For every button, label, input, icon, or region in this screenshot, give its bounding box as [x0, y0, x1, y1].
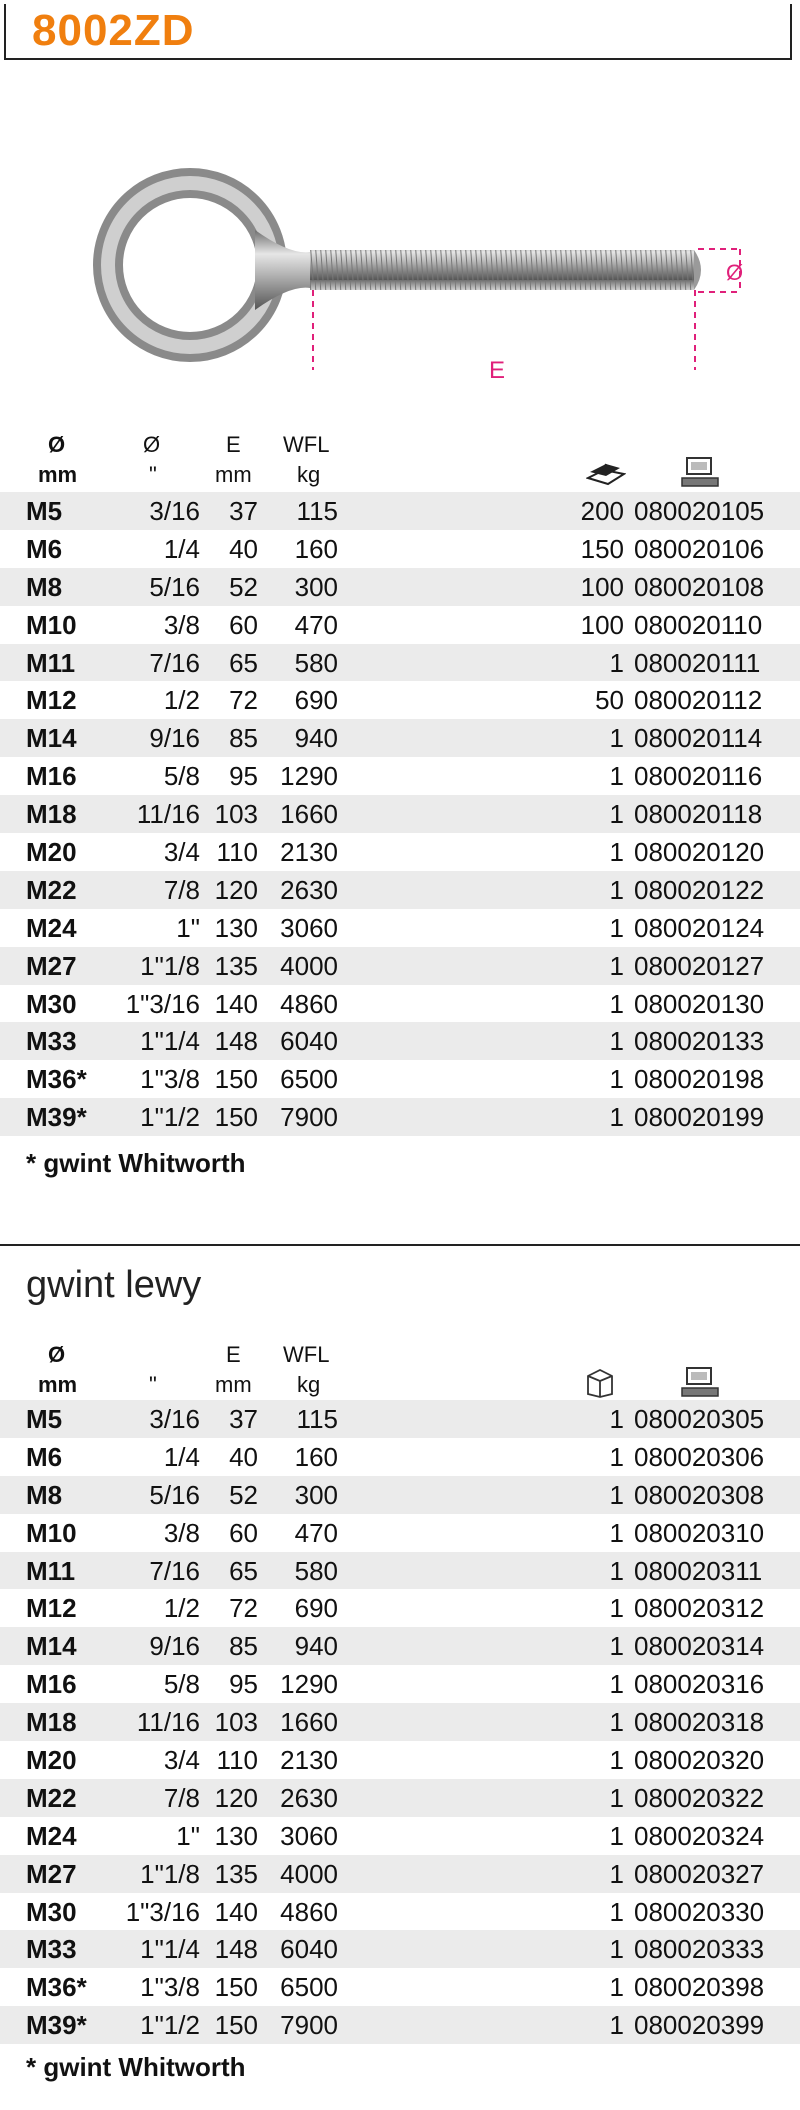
cell-code: 080020312	[634, 1593, 765, 1624]
cell-code: 080020120	[634, 837, 765, 868]
table1-footnote: * gwint Whitworth	[26, 1148, 246, 1178]
cell-qty: 1	[609, 2010, 624, 2041]
cell-qty: 50	[595, 685, 624, 716]
cell-e: 52	[229, 1479, 258, 1510]
dimension-e-label: E	[488, 357, 506, 384]
cell-code: 080020318	[634, 1707, 765, 1738]
cell-size: M16	[26, 761, 77, 792]
cell-code: 080020116	[634, 761, 763, 792]
cell-code: 080020310	[634, 1517, 765, 1548]
cell-inch: 1"	[176, 1820, 200, 1851]
cell-code: 080020311	[634, 1555, 763, 1586]
cell-wfl: 300	[294, 571, 338, 602]
cell-wfl: 1660	[280, 1707, 338, 1738]
table-row	[0, 985, 800, 1023]
cell-size: M39*	[26, 1102, 87, 1133]
cell-inch: 11/16	[136, 799, 200, 830]
cell-e: 135	[214, 1858, 258, 1889]
cell-inch: 1"1/2	[140, 1102, 200, 1133]
cell-code: 080020122	[634, 874, 765, 905]
cell-e: 65	[229, 1555, 258, 1586]
header2-inch-unit: "	[149, 1372, 157, 1397]
cell-qty: 1	[609, 799, 624, 830]
table-row	[0, 1741, 800, 1779]
cell-inch: 1"1/8	[140, 1858, 200, 1889]
cell-wfl: 4000	[280, 950, 338, 981]
cell-size: M33	[26, 1934, 77, 1965]
table-row	[0, 947, 800, 985]
cell-code: 080020324	[634, 1820, 765, 1851]
cell-size: M14	[26, 723, 77, 754]
cell-inch: 5/8	[163, 1669, 200, 1700]
cell-e: 52	[229, 571, 258, 602]
header-wfl-label: WFL	[283, 432, 330, 457]
cell-inch: 7/8	[163, 874, 200, 905]
cell-code: 080020306	[634, 1441, 765, 1472]
table-row	[0, 1930, 800, 1968]
cell-qty: 1	[609, 1782, 624, 1813]
cell-qty: 1	[609, 1517, 624, 1548]
cell-code: 080020198	[634, 1064, 765, 1095]
cell-size: M5	[26, 496, 63, 526]
cell-size: M20	[26, 837, 77, 868]
cell-inch: 5/8	[163, 761, 200, 792]
cell-wfl: 4000	[280, 1858, 338, 1889]
table-row	[0, 644, 800, 682]
cell-wfl: 580	[294, 1555, 338, 1586]
section-divider	[0, 1244, 800, 1246]
cell-qty: 1	[609, 1669, 624, 1700]
cell-inch: 3/16	[149, 496, 200, 526]
cell-e: 120	[214, 874, 258, 905]
cell-wfl: 1660	[280, 799, 338, 830]
computer-code-icon-2	[680, 1366, 720, 1398]
package-quantity-icon	[586, 458, 626, 488]
cell-wfl: 300	[294, 1479, 338, 1510]
table-row	[0, 1476, 800, 1514]
cell-qty: 1	[609, 1479, 624, 1510]
cell-wfl: 7900	[280, 1102, 338, 1133]
cell-size: M36*	[26, 1972, 87, 2003]
table-row	[0, 1060, 800, 1098]
cell-code: 080020105	[634, 496, 765, 526]
cell-size: M6	[26, 1441, 63, 1472]
cell-e: 148	[214, 1934, 258, 1965]
cell-wfl: 1290	[280, 1669, 338, 1700]
header2-wfl-label: WFL	[283, 1342, 330, 1367]
table-row	[0, 2006, 800, 2044]
cell-inch: 3/4	[163, 837, 200, 868]
cell-qty: 1	[609, 837, 624, 868]
cell-inch: 7/16	[149, 1555, 200, 1586]
table1	[0, 492, 800, 1136]
table-row	[0, 492, 800, 530]
cell-wfl: 470	[294, 609, 338, 640]
cell-wfl: 2130	[280, 837, 338, 868]
cell-wfl: 6500	[280, 1972, 338, 2003]
cell-code: 080020330	[634, 1896, 765, 1927]
cell-qty: 1	[609, 1896, 624, 1927]
cell-wfl: 2130	[280, 1745, 338, 1776]
cell-e: 60	[229, 1517, 258, 1548]
cell-qty: 1	[609, 1593, 624, 1624]
cell-qty: 1	[609, 1064, 624, 1095]
header2-size-unit: mm	[38, 1372, 78, 1397]
cell-size: M11	[26, 647, 76, 678]
title-bar	[4, 4, 792, 60]
header2-size-symbol: Ø	[48, 1342, 66, 1367]
cell-qty: 200	[580, 496, 624, 526]
cell-qty: 1	[609, 1555, 624, 1586]
cell-wfl: 940	[294, 723, 338, 754]
cell-e: 140	[214, 988, 258, 1019]
cell-inch: 1"1/4	[140, 1934, 200, 1965]
cell-e: 95	[229, 1669, 258, 1700]
threaded-shank	[310, 250, 694, 290]
cell-size: M10	[26, 1517, 77, 1548]
cell-size: M8	[26, 571, 63, 602]
cell-qty: 1	[609, 1934, 624, 1965]
cell-code: 080020322	[634, 1782, 765, 1813]
cell-qty: 1	[609, 647, 624, 678]
cell-wfl: 2630	[280, 1782, 338, 1813]
cell-wfl: 160	[294, 533, 338, 564]
cell-inch: 3/16	[149, 1404, 200, 1434]
cell-code: 080020308	[634, 1479, 765, 1510]
cell-size: M6	[26, 533, 63, 564]
cell-code: 080020106	[634, 533, 765, 564]
header-wfl-unit: kg	[297, 462, 321, 487]
table-row	[0, 1893, 800, 1931]
cell-size: M18	[26, 799, 77, 830]
cell-size: M20	[26, 1745, 77, 1776]
header-e-unit: mm	[215, 462, 252, 487]
cell-code: 080020114	[634, 723, 763, 754]
cell-wfl: 1290	[280, 761, 338, 792]
table-row	[0, 795, 800, 833]
cell-wfl: 470	[294, 1517, 338, 1548]
table-row	[0, 1665, 800, 1703]
cell-inch: 7/16	[149, 647, 200, 678]
cell-e: 103	[214, 1707, 258, 1738]
header-inch-unit: "	[149, 462, 157, 487]
cell-e: 40	[229, 1441, 258, 1472]
cell-e: 130	[214, 1820, 258, 1851]
cell-e: 40	[229, 533, 258, 564]
cell-e: 65	[229, 647, 258, 678]
cell-qty: 1	[609, 950, 624, 981]
cell-e: 150	[214, 1064, 258, 1095]
cell-qty: 1	[609, 1858, 624, 1889]
cell-e: 148	[214, 1026, 258, 1057]
cell-code: 080020327	[634, 1858, 765, 1889]
table-row	[0, 1855, 800, 1893]
table-row	[0, 681, 800, 719]
table-row	[0, 1022, 800, 1060]
cell-wfl: 2630	[280, 874, 338, 905]
computer-code-icon	[680, 456, 720, 488]
cell-inch: 7/8	[163, 1782, 200, 1813]
header-inch-symbol: Ø	[143, 432, 161, 457]
table-row	[0, 719, 800, 757]
cell-qty: 1	[609, 723, 624, 754]
cell-qty: 1	[609, 1441, 624, 1472]
cell-size: M8	[26, 1479, 63, 1510]
cell-e: 72	[229, 685, 258, 716]
header2-e-unit: mm	[215, 1372, 252, 1397]
cell-wfl: 6500	[280, 1064, 338, 1095]
table-row	[0, 909, 800, 947]
cell-inch: 1"3/16	[125, 988, 200, 1019]
cell-qty: 1	[609, 912, 624, 943]
cell-code: 080020320	[634, 1745, 765, 1776]
eye-ring	[108, 183, 272, 347]
cell-inch: 1/2	[163, 1593, 200, 1624]
cell-wfl: 4860	[280, 1896, 338, 1927]
cell-code: 080020108	[634, 571, 765, 602]
cell-e: 135	[214, 950, 258, 981]
cell-inch: 3/8	[163, 609, 200, 640]
cell-size: M24	[26, 912, 77, 943]
cell-size: M36*	[26, 1064, 87, 1095]
cell-e: 150	[214, 1972, 258, 2003]
cell-code: 080020118	[634, 799, 763, 830]
cell-e: 110	[216, 837, 258, 868]
cell-wfl: 115	[296, 1404, 338, 1434]
cell-wfl: 6040	[280, 1026, 338, 1057]
table-row	[0, 568, 800, 606]
table2	[0, 1400, 800, 2044]
cell-code: 080020314	[634, 1631, 765, 1662]
cell-size: M30	[26, 988, 77, 1019]
cell-size: M27	[26, 950, 77, 981]
cell-wfl: 115	[296, 496, 338, 526]
cell-qty: 1	[609, 1026, 624, 1057]
header-size-symbol: Ø	[48, 432, 66, 457]
table-row	[0, 1779, 800, 1817]
cell-code: 080020130	[634, 988, 765, 1019]
table-row	[0, 1703, 800, 1741]
table-row	[0, 833, 800, 871]
table-row	[0, 1514, 800, 1552]
cell-inch: 1"3/16	[125, 1896, 200, 1927]
cell-qty: 100	[580, 609, 624, 640]
table-row	[0, 1627, 800, 1665]
cell-wfl: 580	[294, 647, 338, 678]
cell-code: 080020333	[634, 1934, 765, 1965]
cell-inch: 1"3/8	[140, 1064, 200, 1095]
cell-inch: 1"1/8	[140, 950, 200, 981]
cell-code: 080020110	[634, 609, 763, 640]
cell-inch: 3/4	[163, 1745, 200, 1776]
box-quantity-icon	[584, 1368, 616, 1398]
table-row	[0, 1589, 800, 1627]
cell-e: 37	[229, 1404, 258, 1434]
product-title: 8002ZD	[32, 6, 195, 55]
left-thread-subtitle: gwint lewy	[26, 1264, 202, 1306]
cell-wfl: 3060	[280, 912, 338, 943]
cell-inch: 5/16	[149, 1479, 200, 1510]
shank-tip	[694, 250, 701, 290]
eye-bolt-image	[80, 160, 760, 400]
cell-qty: 1	[609, 874, 624, 905]
cell-wfl: 6040	[280, 1934, 338, 1965]
cell-e: 37	[229, 496, 258, 526]
cell-inch: 9/16	[149, 723, 200, 754]
cell-qty: 1	[609, 1631, 624, 1662]
cell-size: M11	[26, 1555, 76, 1586]
cell-inch: 11/16	[136, 1707, 200, 1738]
cell-size: M39*	[26, 2010, 87, 2041]
cell-size: M14	[26, 1631, 77, 1662]
cell-e: 150	[214, 2010, 258, 2041]
cell-size: M12	[26, 685, 77, 716]
table-row	[0, 1400, 800, 1438]
cell-qty: 100	[580, 571, 624, 602]
cell-qty: 1	[609, 1102, 624, 1133]
cell-e: 85	[229, 723, 258, 754]
cell-qty: 1	[609, 988, 624, 1019]
cell-wfl: 690	[294, 1593, 338, 1624]
cell-code: 080020124	[634, 912, 765, 943]
cell-qty: 1	[609, 1707, 624, 1738]
cell-qty: 1	[609, 1745, 624, 1776]
cell-wfl: 3060	[280, 1820, 338, 1851]
cell-inch: 1"3/8	[140, 1972, 200, 2003]
cell-size: M22	[26, 874, 77, 905]
cell-code: 080020112	[634, 685, 763, 716]
cell-wfl: 940	[294, 1631, 338, 1662]
cell-inch: 1"1/2	[140, 2010, 200, 2041]
cell-inch: 1/2	[163, 685, 200, 716]
header-size-unit: mm	[38, 462, 78, 487]
cell-code: 080020133	[634, 1026, 765, 1057]
cell-code: 080020305	[634, 1404, 765, 1434]
cell-code: 080020316	[634, 1669, 765, 1700]
cell-wfl: 4860	[280, 988, 338, 1019]
table-row	[0, 530, 800, 568]
cell-inch: 1/4	[163, 1441, 200, 1472]
cell-e: 140	[214, 1896, 258, 1927]
dimension-diameter-label: Ø	[726, 260, 744, 285]
cell-qty: 1	[609, 761, 624, 792]
cell-size: M5	[26, 1404, 63, 1434]
cell-e: 120	[214, 1782, 258, 1813]
cell-e: 60	[229, 609, 258, 640]
cell-inch: 3/8	[163, 1517, 200, 1548]
cell-size: M33	[26, 1026, 77, 1057]
cell-inch: 1"1/4	[140, 1026, 200, 1057]
cell-e: 95	[229, 761, 258, 792]
table-row	[0, 1098, 800, 1136]
table-row	[0, 1817, 800, 1855]
cell-inch: 5/16	[149, 571, 200, 602]
table-row	[0, 757, 800, 795]
header2-wfl-unit: kg	[297, 1372, 321, 1397]
table-row	[0, 606, 800, 644]
cell-code: 080020398	[634, 1972, 765, 2003]
cell-size: M30	[26, 1896, 77, 1927]
cell-code: 080020199	[634, 1102, 765, 1133]
cell-inch: 9/16	[149, 1631, 200, 1662]
cell-wfl: 160	[294, 1441, 338, 1472]
cell-size: M27	[26, 1858, 77, 1889]
header-e-label: E	[226, 432, 241, 457]
cell-qty: 150	[580, 533, 624, 564]
cell-e: 110	[216, 1745, 258, 1776]
table-row	[0, 1968, 800, 2006]
cell-size: M10	[26, 609, 77, 640]
cell-inch: 1"	[176, 912, 200, 943]
cell-wfl: 7900	[280, 2010, 338, 2041]
cell-e: 103	[214, 799, 258, 830]
table-row	[0, 871, 800, 909]
cell-code: 080020399	[634, 2010, 765, 2041]
cell-size: M16	[26, 1669, 77, 1700]
cell-code: 080020111	[634, 647, 761, 678]
cell-wfl: 690	[294, 685, 338, 716]
cell-size: M22	[26, 1782, 77, 1813]
cell-qty: 1	[609, 1820, 624, 1851]
cell-inch: 1/4	[163, 533, 200, 564]
cell-qty: 1	[609, 1404, 624, 1434]
cell-e: 130	[214, 912, 258, 943]
cell-qty: 1	[609, 1972, 624, 2003]
cell-e: 150	[214, 1102, 258, 1133]
cell-e: 72	[229, 1593, 258, 1624]
cell-code: 080020127	[634, 950, 765, 981]
cell-size: M12	[26, 1593, 77, 1624]
cell-size: M18	[26, 1707, 77, 1738]
table2-footnote: * gwint Whitworth	[26, 2052, 246, 2082]
header2-e-label: E	[226, 1342, 241, 1367]
table-row	[0, 1438, 800, 1476]
cell-size: M24	[26, 1820, 77, 1851]
cell-e: 85	[229, 1631, 258, 1662]
table-row	[0, 1552, 800, 1590]
